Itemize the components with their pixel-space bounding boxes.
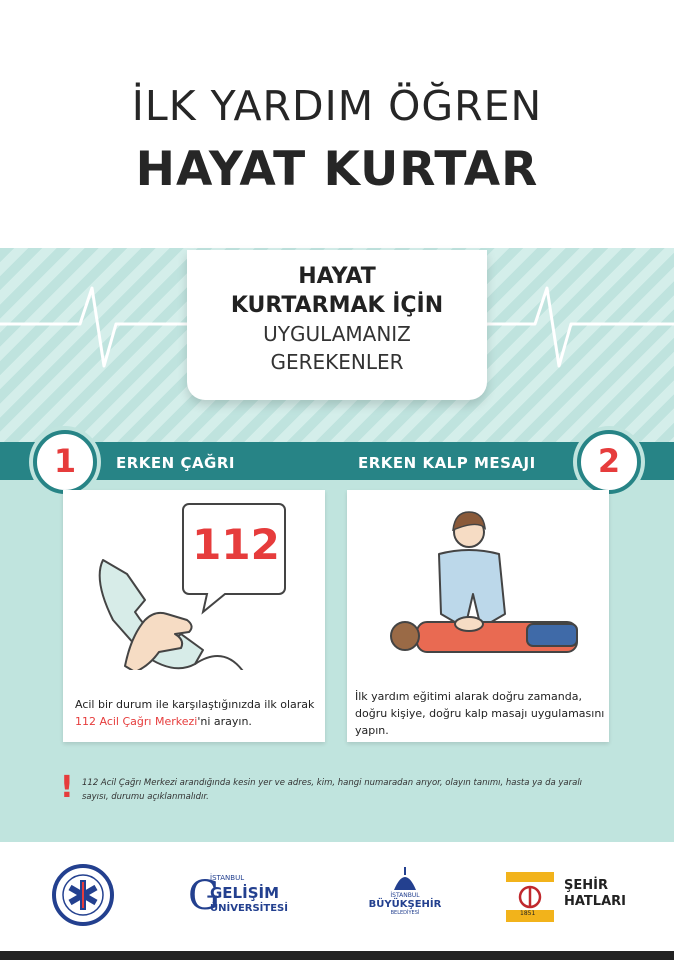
step-1-text: [75, 696, 320, 730]
mosque-dome-icon: [390, 866, 420, 892]
card-line-3: UYGULAMANIZ: [263, 322, 411, 346]
step-2-number-circle: 2: [577, 430, 641, 494]
sehir-hatlari-year: 1851: [520, 910, 536, 917]
gelisim-small: İSTANBUL: [210, 874, 245, 882]
step-2-text-line-1: İlk yardım eğitimi alarak doğru zamanda,: [355, 690, 582, 703]
step-1-card: [63, 490, 325, 742]
note-text: 112 Acil Çağrı Merkezi arandığında kesin yer ve adres, kim, hangi numaradan arıyor, olayın tanımı, hasta ya da yaralı sayısı, durumu açıklanmalıdır.: [82, 778, 583, 802]
emergency-logo: [52, 864, 114, 926]
step-1-text-before: Acil bir durum ile karşılaştığınızda ilk olarak: [75, 698, 315, 711]
ibb-logo: [365, 866, 445, 926]
card-line-1: HAYAT: [298, 264, 376, 289]
warning-icon: !: [60, 770, 74, 805]
step-1-text-after: 'ni arayın.: [197, 715, 252, 728]
gelisim-university-logo: [188, 872, 298, 922]
sehir-hatlari-line-1: ŞEHİR: [564, 878, 608, 893]
step-2-text-line-3: yapın.: [355, 724, 389, 737]
card-line-4: GEREKENLER: [270, 350, 404, 374]
ibb-sub: BELEDİYESİ: [390, 910, 420, 916]
cpr-illustration: [347, 490, 609, 680]
title-line-1: İLK YARDIM ÖĞREN: [131, 82, 543, 130]
step-1-text-highlight: 112 Acil Çağrı Merkezi: [75, 715, 198, 728]
title-line-2: HAYAT KURTAR: [135, 142, 539, 197]
step-2-label: ERKEN KALP MESAJI: [358, 454, 536, 472]
steps-bar: [0, 442, 674, 480]
headline-card: [187, 250, 487, 400]
gelisim-g-icon: G: [188, 873, 220, 919]
step-1-number-circle: 1: [33, 430, 97, 494]
gelisim-main-2: ÜNİVERSİTESİ: [210, 903, 288, 914]
emergency-star-of-life-icon: [52, 864, 114, 926]
emergency-number: 112: [192, 520, 280, 569]
sehir-hatlari-name: [564, 878, 626, 910]
phone-call-illustration: [63, 490, 325, 670]
ibb-main: BÜYÜKŞEHİR: [368, 899, 442, 910]
ibb-small: İSTANBUL: [390, 892, 420, 899]
bottom-bar: [0, 951, 674, 960]
step-2-text: [355, 688, 605, 739]
sehir-hatlari-logo: [506, 870, 636, 924]
gelisim-main-1: GELİŞİM: [210, 884, 280, 902]
step-1-label: ERKEN ÇAĞRI: [116, 454, 236, 472]
card-line-2: KURTARMAK İÇİN: [230, 293, 444, 318]
step-2-text-line-2: doğru kişiye, doğru kalp masajı uygulamasını: [355, 707, 605, 720]
sehir-hatlari-line-2: HATLARI: [564, 894, 626, 909]
step-2-card: [347, 490, 609, 742]
